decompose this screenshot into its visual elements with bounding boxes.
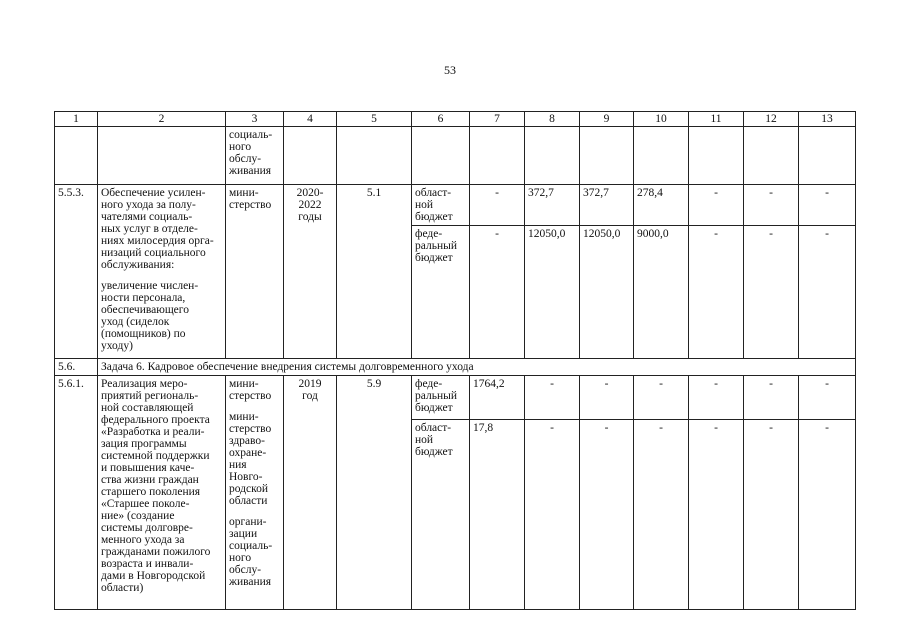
value-cell: - — [470, 185, 525, 226]
table-row-5-6-1-federal — [55, 376, 856, 420]
header-cell-6: 6 — [412, 112, 470, 127]
value-cell: 372,7 — [525, 185, 580, 226]
indicator-code: 5.9 — [337, 376, 412, 610]
value-cell: 12050,0 — [580, 226, 634, 359]
header-cell-10: 10 — [634, 112, 689, 127]
value-cell: - — [634, 376, 689, 420]
value-cell: - — [689, 376, 744, 420]
value-cell: 9000,0 — [634, 226, 689, 359]
executor-cell: мини- стерство мини- стерство здраво- охране- ния Новго- родской области органи- зации социаль- ного обслу- живания — [226, 376, 284, 610]
funding-source: област- ной бюджет — [412, 185, 470, 226]
value-cell: - — [689, 420, 744, 610]
value-cell: 17,8 — [470, 420, 525, 610]
header-cell-7: 7 — [470, 112, 525, 127]
activity-description: Обеспечение усилен- ного ухода за полу- чателями социаль- ных услуг в отделе- ниях милосердия орга- низаций социального обслуживания: увеличение числен- ности персонала, обеспечивающего уход (сиделок (помощников) по уходу) — [98, 185, 226, 359]
header-cell-5: 5 — [337, 112, 412, 127]
value-cell: - — [744, 185, 799, 226]
activity-description: Реализация меро- приятий региональ- ной составляющей федерального проекта «Разработка и реали- зация программы системной поддержки и повышения каче- ства жизни граждан старшего поколения «Старшее поколе- ние» (создание системы долговре- менного ухода за гражданами пожилого возраста и инвали- дами в Новгородской области) — [98, 376, 226, 610]
value-cell: - — [525, 420, 580, 610]
value-cell: - — [799, 420, 856, 610]
value-cell: 372,7 — [580, 185, 634, 226]
funding-source: област- ной бюджет — [412, 420, 470, 610]
value-cell: - — [799, 226, 856, 359]
row-number: 5.6. — [55, 359, 98, 376]
column-number-row — [55, 112, 856, 127]
value-cell: - — [580, 420, 634, 610]
value-cell: - — [744, 420, 799, 610]
header-cell-12: 12 — [744, 112, 799, 127]
value-cell: - — [744, 226, 799, 359]
header-cell-2: 2 — [98, 112, 226, 127]
value-cell: - — [689, 185, 744, 226]
row-number: 5.6.1. — [55, 376, 98, 610]
value-cell: - — [525, 376, 580, 420]
executor-cell: мини- стерство — [226, 185, 284, 359]
value-cell: - — [799, 185, 856, 226]
table-row-5-5-3-regional — [55, 185, 856, 226]
years-cell: 2019 год — [284, 376, 337, 610]
value-cell: - — [744, 376, 799, 420]
header-cell-11: 11 — [689, 112, 744, 127]
value-cell: 1764,2 — [470, 376, 525, 420]
header-cell-3: 3 — [226, 112, 284, 127]
continued-row — [55, 127, 856, 185]
header-cell-4: 4 — [284, 112, 337, 127]
value-cell: 278,4 — [634, 185, 689, 226]
header-cell-8: 8 — [525, 112, 580, 127]
row-number: 5.5.3. — [55, 185, 98, 359]
value-cell: - — [470, 226, 525, 359]
indicator-code: 5.1 — [337, 185, 412, 359]
value-cell: 12050,0 — [525, 226, 580, 359]
value-cell: - — [689, 226, 744, 359]
header-cell-9: 9 — [580, 112, 634, 127]
value-cell: - — [799, 376, 856, 420]
header-cell-1: 1 — [55, 112, 98, 127]
header-cell-13: 13 — [799, 112, 856, 127]
funding-source: феде- ральный бюджет — [412, 376, 470, 420]
task-heading: Задача 6. Кадровое обеспечение внедрения системы долговременного ухода — [98, 359, 856, 376]
years-cell: 2020- 2022 годы — [284, 185, 337, 359]
funding-source: феде- ральный бюджет — [412, 226, 470, 359]
task-row-5-6 — [55, 359, 856, 376]
page-number: 53 — [444, 63, 456, 77]
value-cell: - — [580, 376, 634, 420]
value-cell: - — [634, 420, 689, 610]
program-activities-table — [54, 111, 856, 610]
continued-executor-cell: социаль- ного обслу- живания — [226, 127, 284, 185]
